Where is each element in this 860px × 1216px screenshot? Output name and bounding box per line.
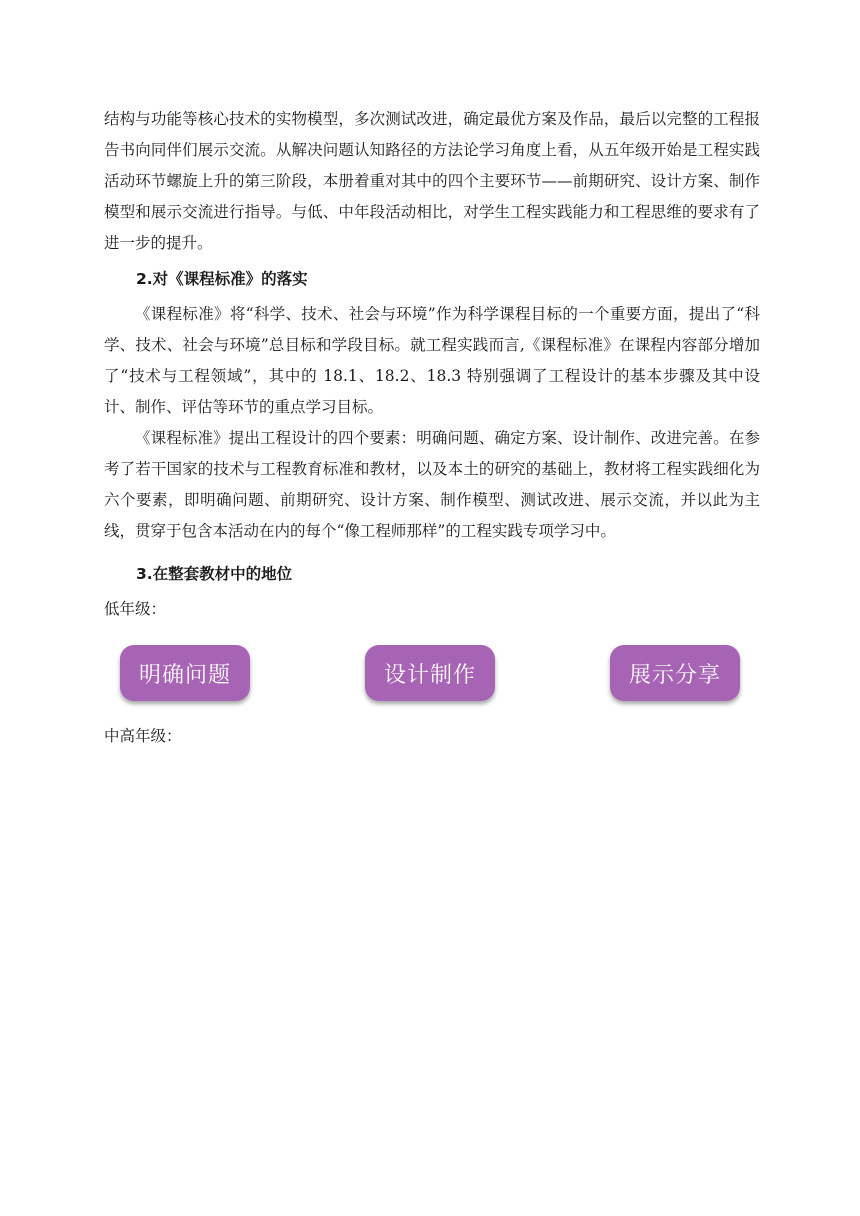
stage-box-define-problem: 明确问题 (120, 645, 250, 701)
stage-box-design-make: 设计制作 (365, 645, 495, 701)
paragraph-design-elements: 《课程标准》提出工程设计的四个要素：明确问题、确定方案、设计制作、改进完善。在参考了若干国家的技术与工程教育标准和教材，以及本土的研究的基础上，教材将工程实践细化为六个要素，即明确问题、前期研究、设计方案、制作模型、测试改进、展示交流，并以此为主线，贯穿于包含本活动在内的每个“像工程师那样”的工程实践专项学习中。 (104, 429, 760, 540)
section-heading-standards: 2.对《课程标准》的落实 (136, 270, 308, 288)
stage-box-present-share: 展示分享 (610, 645, 740, 701)
mid-high-grade-label: 中高年级： (104, 727, 182, 745)
section-heading-position: 3.在整套教材中的地位 (136, 565, 293, 583)
document-page (104, 104, 760, 752)
paragraph-standards-goals: 《课程标准》将“科学、技术、社会与环境”作为科学课程目标的一个重要方面，提出了“科学、技术、社会与环境”总目标和学段目标。就工程实践而言,《课程标准》在课程内容部分增加了“技术与工程领域”，其中的 18.1、18.2、18.3 特别强调了工程设计的基本步骤及其中设计、制作、评估等环节的重点学习目标。 (104, 305, 760, 416)
low-grade-label: 低年级： (104, 600, 167, 618)
low-grade-stage-row (104, 645, 760, 701)
paragraph-engineering-stage: 结构与功能等核心技术的实物模型，多次测试改进，确定最优方案及作品，最后以完整的工程报告书向同伴们展示交流。从解决问题认知路径的方法论学习角度上看，从五年级开始是工程实践活动环节螺旋上升的第三阶段，本册着重对其中的四个主要环节——前期研究、设计方案、制作模型和展示交流进行指导。与低、中年段活动相比，对学生工程实践能力和工程思维的要求有了进一步的提升。 (104, 110, 760, 252)
